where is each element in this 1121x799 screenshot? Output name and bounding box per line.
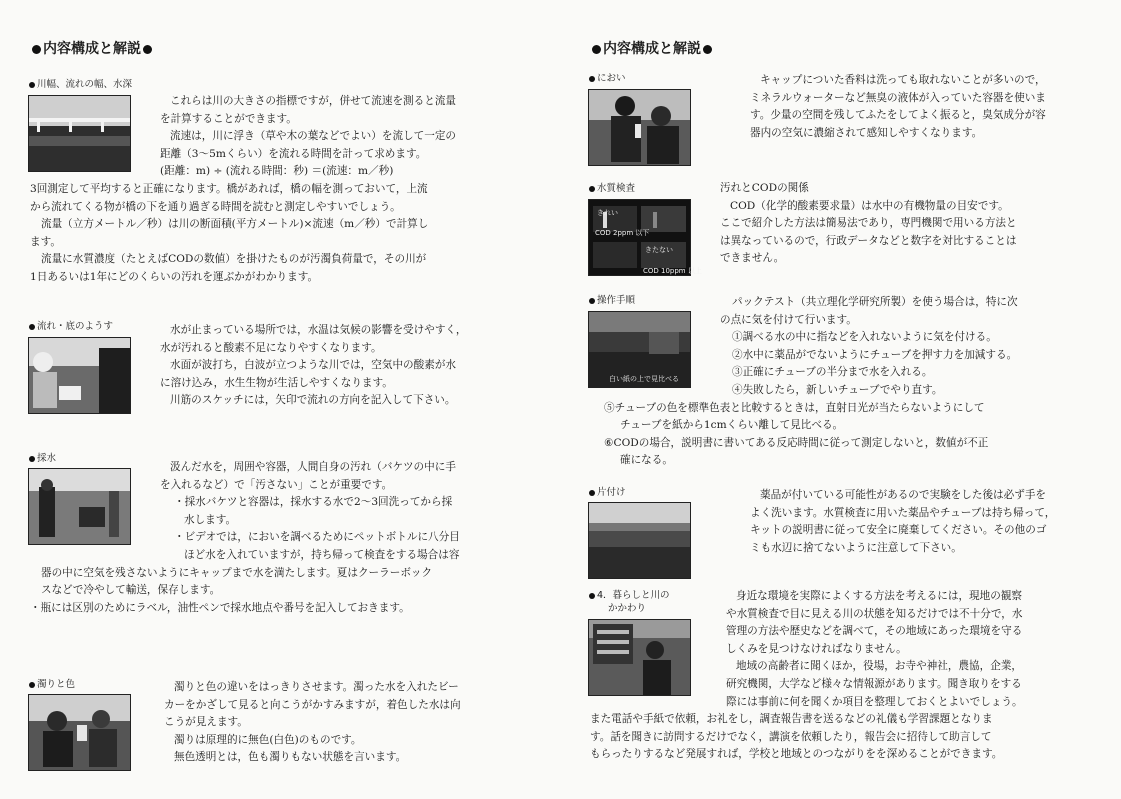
section-label-cleanup: 片付け bbox=[589, 487, 626, 499]
text-line: また電話や手紙で依頼，お礼をし，調査報告書を送るなどの礼儀も学習課題となりま bbox=[590, 713, 993, 726]
text-line: す。話を聞きに訪問するだけでなく，講演を依頼したり，報告会に招待して助言して bbox=[590, 730, 992, 743]
text-line: 流量に水質濃度（たとえばCODの数値）を掛けたものが汚濁負荷量で，その川が bbox=[41, 253, 427, 266]
text-line: ます。 bbox=[30, 235, 61, 248]
text-line: 汲んだ水を，周囲や容器，人間自身の汚れ（バケツの中に手 bbox=[170, 461, 456, 473]
text-line: ・瓶には区別のためにラベル，油性ペンで採水地点や番号を記入しておきます。 bbox=[30, 601, 410, 614]
text-line: しくみを見つけなければなりません。 bbox=[726, 642, 907, 655]
section-text-turbidity-color bbox=[30, 679, 461, 767]
section-label-procedure: 操作手順 bbox=[589, 295, 635, 307]
text-line: 距離（3～5mくらい）を流れる時間を計って求めます。 bbox=[160, 147, 427, 160]
text-line: 水面が波打ち，白波が立つような川では，空気中の酸素が水 bbox=[170, 359, 457, 372]
section-text-smell bbox=[590, 72, 1046, 142]
photo-caption: きたない bbox=[645, 246, 673, 254]
text-line: ほど水を入れていますが，持ち帰って検査をする場合は容 bbox=[184, 548, 460, 561]
text-line: 薬品が付いている可能性があるので実験をした後は必ず手を bbox=[760, 489, 1047, 501]
text-line: 川筋のスケッチには，矢印で流れの方向を記入して下さい。 bbox=[170, 394, 456, 407]
section-label-life-river-2: かかわり bbox=[608, 603, 647, 614]
text-line: 濁りと色の違いをはっきりさせます。濁った水を入れたビー bbox=[174, 681, 459, 693]
bullet-icon bbox=[703, 45, 712, 54]
section-text-river-width bbox=[30, 93, 456, 287]
section-label-smell: におい bbox=[589, 73, 626, 85]
text-line: もらったりするなど発展すれば，学校と地域とのつながりをを深めることができます。 bbox=[590, 748, 1003, 761]
text-line: 地域の高齢者に聞くほか，役場，お寺や神社，農協，企業， bbox=[736, 660, 1023, 673]
text-line: ⑥CODの場合，説明書に書いてある反応時間に従って測定しないと，数値が不正 bbox=[604, 436, 989, 449]
photo-caption: きれい bbox=[597, 209, 618, 217]
text-line: に溶け込み，水生生物が生活しやすくなります。 bbox=[160, 376, 393, 389]
section-text-sampling bbox=[30, 459, 460, 617]
text-line: 濁りは原理的に無色(白色)のものです。 bbox=[174, 733, 362, 746]
text-line: ③正確にチューブの半分まで水を入れる。 bbox=[732, 366, 933, 379]
photo-caption: COD 2ppm 以下 bbox=[595, 229, 650, 237]
section-label-turbidity-color: 濁りと色 bbox=[29, 679, 75, 691]
section-label-river-width: 川幅、流れの幅、水深 bbox=[29, 79, 132, 91]
text-line: ⑤チューブの色を標準色表と比較するときは，直射日光が当たらないようにして bbox=[604, 401, 985, 414]
bullet-icon bbox=[32, 45, 41, 54]
text-line: の点に気を付けて行います。 bbox=[720, 313, 857, 326]
text-line: よく洗います。水質検査に用いた薬品やチューブは持ち帰って， bbox=[750, 506, 1056, 519]
text-line: 確になる。 bbox=[620, 454, 673, 467]
section-label-water-test: 水質検査 bbox=[589, 183, 635, 195]
text-line: これらは川の大きさの指標ですが，併せて流速を測ると流量 bbox=[170, 95, 457, 107]
section-text-procedure bbox=[590, 294, 1018, 470]
bullet-icon bbox=[143, 45, 152, 54]
bullet-icon bbox=[592, 45, 601, 54]
text-line: 流速は，川に浮き（草や木の葉などでよい）を流して一定の bbox=[170, 130, 457, 143]
text-line: こうが見えます。 bbox=[164, 716, 248, 729]
text-line: ここで紹介した方法は簡易法であり，専門機関で用いる方法と bbox=[720, 217, 1017, 230]
text-line: (距離：m) ÷ (流れる時間：秒) ＝(流速：m／秒) bbox=[160, 165, 394, 178]
photo-caption: COD 10ppm 以上 bbox=[643, 267, 702, 275]
section-text-flow-bottom bbox=[30, 322, 466, 410]
text-line: す。少量の空間を残してふたをしてよく振ると，臭気成分が容 bbox=[750, 109, 1046, 122]
text-line: ミも水辺に捨てないように注意して下さい。 bbox=[750, 541, 962, 554]
section-label-flow-bottom: 流れ・底のようす bbox=[29, 321, 113, 333]
text-line: パックテスト（共立理化学研究所製）を使う場合は，特に次 bbox=[732, 296, 1018, 308]
photo-caption: 白い紙の上で見比べる bbox=[609, 375, 679, 383]
section-label-sampling: 採水 bbox=[29, 453, 56, 465]
dot-icon bbox=[29, 82, 35, 88]
text-line: 研究機関，大学など様々な情報源があります。聞き取りをする bbox=[726, 677, 1022, 690]
section-text-life-river bbox=[590, 588, 1023, 764]
text-line: 汚れとCODの関係 bbox=[720, 182, 809, 194]
text-line: 水が止まっている場所では，水温は気候の影響を受けやすく， bbox=[170, 324, 467, 336]
section-text-water-test bbox=[590, 180, 1017, 268]
text-line: を計算することができます。 bbox=[160, 112, 297, 125]
text-line: ・ビデオでは，においを調べるためにペットボトルに八分目 bbox=[174, 531, 460, 544]
left-heading: 内容構成と解説 bbox=[30, 38, 154, 58]
text-line: できません。 bbox=[720, 252, 785, 265]
text-line: 無色透明とは，色も濁りもない状態を言います。 bbox=[174, 751, 407, 764]
text-line: キャップについた香料は洗っても取れないことが多いので， bbox=[760, 74, 1046, 86]
text-line: ④失敗したら，新しいチューブでやり直す。 bbox=[732, 383, 943, 396]
text-line: キットの説明書に従って安全に廃棄してください。その他のゴ bbox=[750, 524, 1047, 537]
text-line: ミネラルウォーターなど無臭の液体が入っていた容器を使いま bbox=[750, 91, 1046, 104]
section-text-cleanup bbox=[590, 487, 1055, 557]
text-line: は異なっているので，行政データなどと数字を対比することは bbox=[720, 234, 1017, 247]
text-line: 水します。 bbox=[184, 513, 237, 526]
text-line: や水質検査で目に見える川の状態を知るだけでは不十分で，水 bbox=[726, 607, 1023, 620]
text-line: 水が汚れると酸素不足になりやすくなります。 bbox=[160, 341, 382, 354]
text-line: 身近な環境を実際によくする方法を考えるには，現地の観察 bbox=[736, 590, 1023, 602]
text-line: 際には事前に何を聞くか項目を整理しておくとよいでしょう。 bbox=[726, 695, 1023, 708]
section-label-life-river: 4．暮らしと川の bbox=[589, 590, 670, 602]
text-line: 1日あるいは1年にどのくらいの汚れを運ぶかがわかります。 bbox=[30, 270, 319, 283]
text-line: 器内の空気に濃縮されて感知しやすくなります。 bbox=[750, 126, 983, 139]
text-line: スなどで冷やして輸送，保存します。 bbox=[41, 584, 221, 597]
text-line: から流れてくる物が橋の下を通り過ぎる時間を読むと測定しやすいでしょう。 bbox=[30, 200, 401, 213]
text-line: ・採水バケツと容器は，採水する水で2～3回洗ってから採 bbox=[174, 496, 453, 509]
text-line: ②水中に薬品がでないようにチューブを押す力を加減する。 bbox=[732, 348, 1018, 361]
text-line: 器の中に空気を残さないようにキャップまで水を満たします。夏はクーラーボック bbox=[41, 566, 433, 579]
text-line: を入れるなど）で「汚さない」ことが重要です。 bbox=[160, 478, 393, 491]
text-line: ①調べる水の中に指などを入れないように気を付ける。 bbox=[732, 331, 997, 344]
text-line: COD（化学的酸素要求量）は水中の有機物量の目安です。 bbox=[730, 199, 1009, 212]
text-line: 3回測定して平均すると正確になります。橋があれば，橋の幅を測っておいて，上流 bbox=[30, 182, 428, 195]
text-line: チューブを紙から1cmくらい離して見比べる。 bbox=[620, 419, 844, 432]
right-heading: 内容構成と解説 bbox=[590, 38, 714, 58]
text-line: 管理の方法や歴史などを調べて，その地域にあった環境を守る bbox=[726, 625, 1023, 638]
text-line: カーをかざして見ると向こうがかすみますが，着色した水は向 bbox=[164, 698, 461, 711]
text-line: 流量（立方メートル／秒）は川の断面積(平方メートル)×流速（m／秒）で計算し bbox=[41, 218, 429, 231]
